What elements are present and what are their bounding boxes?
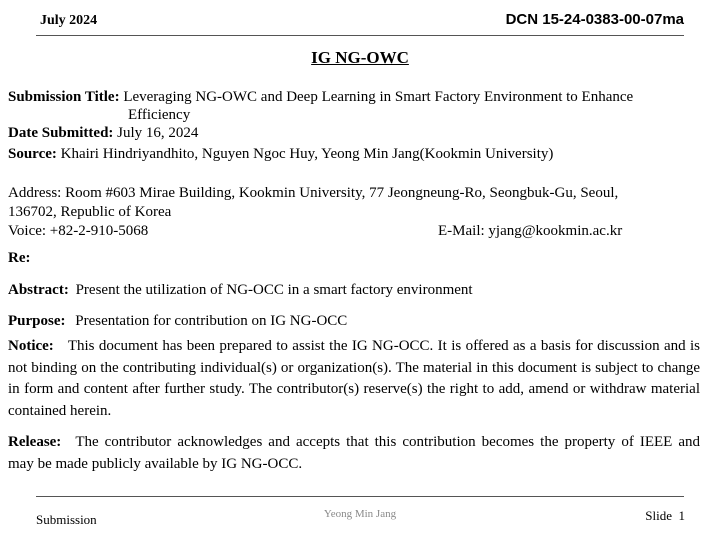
- purpose-row: [8, 313, 347, 330]
- slide-label: Slide: [645, 508, 672, 523]
- release-paragraph: [8, 432, 700, 475]
- header-rule: [36, 35, 684, 36]
- date-submitted-value: July 16, 2024: [117, 125, 199, 141]
- release-text: The contributor acknowledges and accepts that this contribution becomes the property of IEEE and may be made publicly available by IG NG-OCC.: [8, 434, 700, 472]
- abstract-label: Abstract:: [8, 282, 69, 298]
- footer-submission: Submission: [36, 512, 97, 527]
- source-label: Source:: [8, 146, 57, 162]
- header-dcn: DCN 15-24-0383-00-07ma: [505, 11, 684, 28]
- re-label: Re:: [8, 250, 31, 266]
- release-label: Release:: [8, 434, 62, 450]
- date-submitted-row: [8, 125, 198, 142]
- date-submitted-label: Date Submitted:: [8, 125, 114, 141]
- address-line-1: Address: Room #603 Mirae Building, Kookmin University, 77 Jeongneung-Ro, Seongbuk-Gu, Seoul,: [8, 185, 619, 201]
- notice-label: Notice:: [8, 338, 54, 354]
- header-date: July 2024: [40, 13, 98, 28]
- submission-title-label: Submission Title:: [8, 89, 120, 105]
- abstract-value: Present the utilization of NG-OCC in a smart factory environment: [75, 282, 473, 298]
- address-line-2: 136702, Republic of Korea: [8, 204, 172, 220]
- footer-slide-number: [645, 508, 685, 524]
- page-title: IG NG-OWC: [311, 48, 409, 67]
- submission-title-row: [8, 89, 633, 106]
- notice-paragraph: [8, 336, 700, 422]
- slide-number: 1: [678, 508, 685, 523]
- purpose-value: Presentation for contribution on IG NG-OCC: [75, 313, 348, 329]
- purpose-label: Purpose:: [8, 313, 66, 329]
- footer-rule: [36, 496, 684, 497]
- abstract-row: [8, 282, 473, 299]
- footer-author: Yeong Min Jang: [323, 508, 397, 520]
- email: E-Mail: yjang@kookmin.ac.kr: [438, 223, 623, 239]
- source-value: Khairi Hindriyandhito, Nguyen Ngoc Huy, Yeong Min Jang(Kookmin University): [60, 146, 554, 162]
- voice: Voice: +82-2-910-5068: [8, 223, 149, 239]
- submission-title-value: Leveraging NG-OWC and Deep Learning in Smart Factory Environment to Enhance: [123, 89, 634, 105]
- submission-title-value-cont: Efficiency: [128, 107, 191, 123]
- notice-text: This document has been prepared to assist the IG NG-OCC. It is offered as a basis for discussion and is not binding on the contributing individual(s) or organization(s). The material in this document is subject to change in form and content after further study. The contributor(s) reserve(s) the right to add, amend or withdraw material contained herein.: [8, 338, 700, 419]
- source-row: [8, 146, 553, 163]
